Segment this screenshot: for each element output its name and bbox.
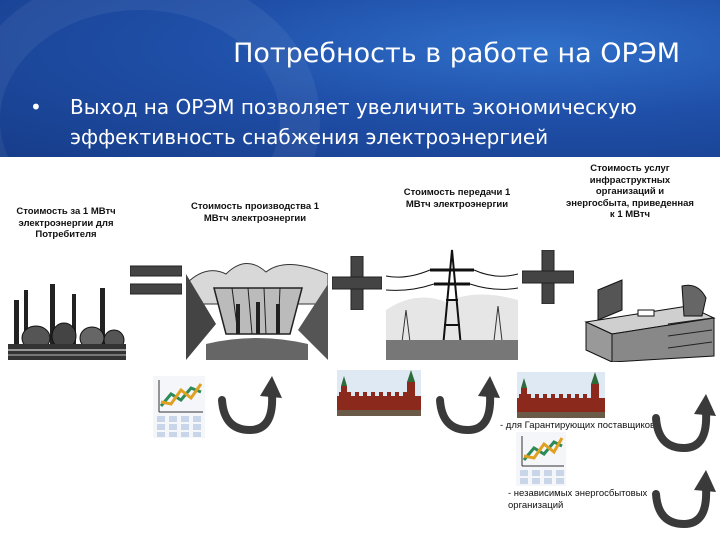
kremlin-icon (517, 372, 605, 418)
slide-header (0, 0, 720, 157)
kremlin-icon (337, 370, 421, 416)
curved-arrow-icon (646, 466, 718, 532)
production-cost-label: Стоимость производства 1 МВтч электроэнергии (190, 201, 320, 224)
dam-icon (186, 244, 328, 360)
power-line-icon (386, 240, 518, 360)
guaranteed-suppliers-note: - для Гарантирующих поставщиков (500, 420, 656, 431)
equals-sign (130, 262, 182, 300)
independent-suppliers-note: - независимых энергосбытовых организаций (508, 488, 648, 511)
line-chart-icon (153, 376, 205, 438)
bullet-dot: • (30, 95, 42, 119)
curved-arrow-icon (646, 390, 718, 456)
consumer-cost-label: Стоимость за 1 МВтч электроэнергии для Потребителя (16, 206, 116, 240)
office-desk-icon (578, 272, 718, 362)
transmission-cost-label: Стоимость передачи 1 МВтч электроэнергии (403, 187, 511, 210)
infrastructure-cost-label: Стоимость услуг инфраструктных организаций и энергосбыта, приведенная к 1 МВтч (566, 163, 694, 220)
line-chart-icon (516, 432, 566, 486)
factory-icon (8, 280, 126, 360)
slide-title: Потребность в работе на ОРЭМ (233, 38, 680, 69)
plus-sign (332, 256, 382, 310)
bullet-text: Выход на ОРЭМ позволяет увеличить экономическую эффективность снабжения электроэнергией (70, 95, 637, 149)
plus-sign (522, 250, 574, 304)
curved-arrow-icon (430, 372, 502, 438)
curved-arrow-icon (212, 372, 284, 438)
